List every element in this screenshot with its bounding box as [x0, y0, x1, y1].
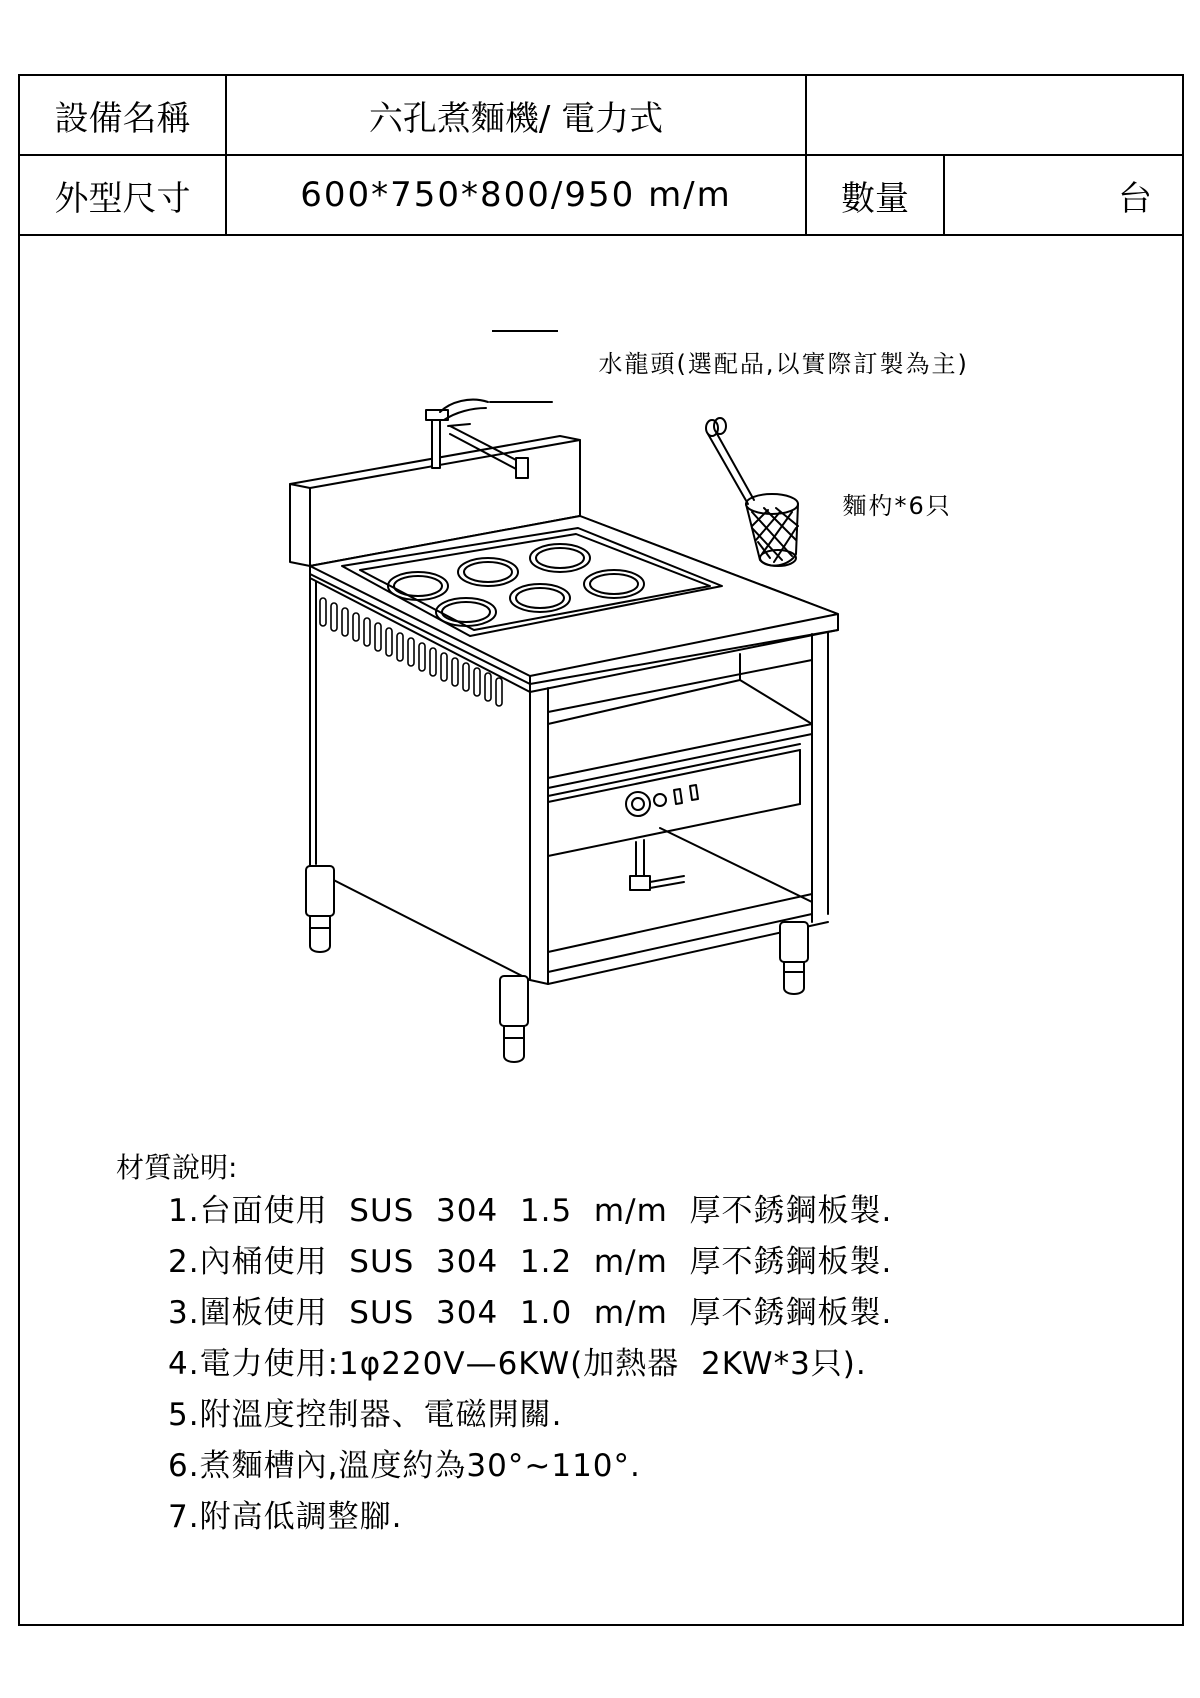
equipment-label: 設備名稱 — [20, 76, 226, 155]
faucet-callout-text: 水龍頭(選配品,以實際訂製為主) — [598, 350, 969, 378]
header-blank-cell — [806, 76, 1182, 155]
quantity-label: 數量 — [806, 155, 944, 235]
basket-callout — [804, 458, 952, 549]
bottom-frame — [548, 852, 812, 952]
material-item-5: 5.附溫度控制器、電磁開關. — [168, 1397, 563, 1433]
materials-title: 材質說明: — [116, 1151, 238, 1184]
spec-sheet — [18, 74, 1184, 1626]
material-item-1: 1.台面使用 SUS 304 1.5 m/m 厚不銹鋼板製. — [168, 1193, 893, 1229]
material-item-7: 7.附高低調整腳. — [168, 1499, 403, 1535]
faucet-leader-line — [492, 330, 558, 332]
size-value: 600*750*800/950 m/m — [226, 155, 806, 235]
faucet-callout — [560, 316, 969, 407]
equipment-name: 六孔煮麵機/ 電力式 — [226, 76, 806, 155]
drain-valve — [630, 828, 812, 902]
size-label: 外型尺寸 — [20, 155, 226, 235]
material-item-2: 2.內桶使用 SUS 304 1.2 m/m 厚不銹鋼板製. — [168, 1244, 893, 1280]
material-item-6: 6.煮麵槽內,溫度約為30°~110°. — [168, 1448, 641, 1484]
header-row-name — [20, 76, 1182, 155]
material-item-3: 3.圍板使用 SUS 304 1.0 m/m 厚不銹鋼板製. — [168, 1295, 893, 1331]
spec-header-table — [20, 76, 1182, 236]
basket-callout-text: 麵杓*6只 — [842, 492, 952, 520]
material-item-4: 4.電力使用:1φ220V—6KW(加熱器 2KW*3只). — [168, 1346, 867, 1382]
header-row-size — [20, 155, 1182, 235]
noodle-basket — [706, 418, 798, 566]
quantity-unit: 台 — [944, 155, 1182, 235]
legs — [306, 866, 808, 1062]
materials-list — [168, 1186, 892, 1543]
